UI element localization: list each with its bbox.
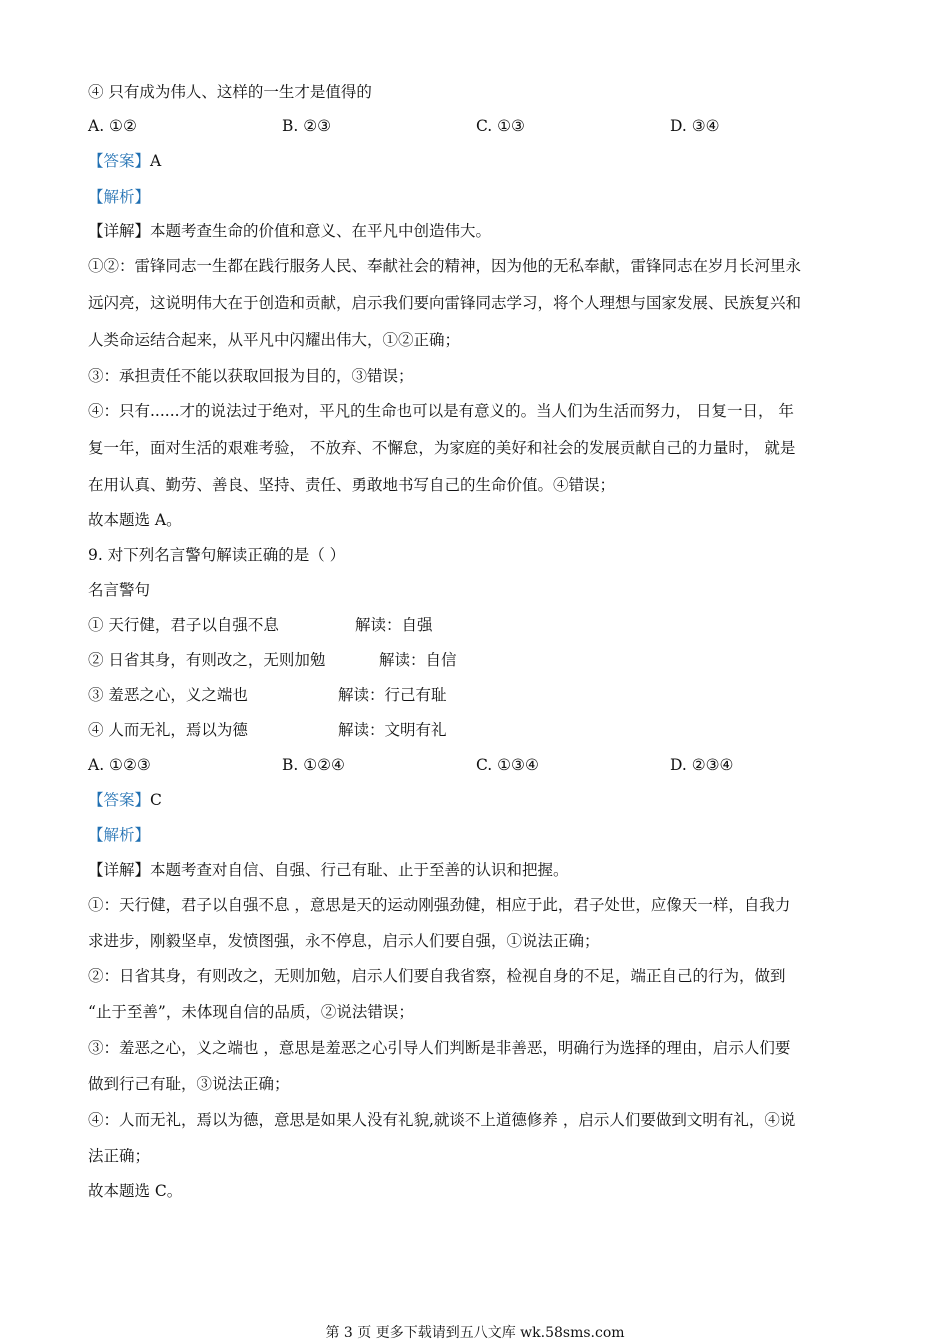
q9-item-4-quote: ④ 人而无礼，焉以为德 xyxy=(88,721,248,739)
q8-para3-line2: 复一年，面对生活的艰难考验， 不放弃、不懈怠，为家庭的美好和社会的发展贡献自己的力量时， 就是 xyxy=(88,439,796,457)
q9-heading: 名言警句 xyxy=(88,581,151,599)
q9-para2-line1: ②：日省其身，有则改之，无则加勉，启示人们要自我省察，检视自身的不足，端正自己的行为，做到 xyxy=(88,967,786,985)
q9-option-b: B. ①②④ xyxy=(282,756,345,774)
q9-para3-line1: ③：羞恶之心，义之端也 ，意思是羞恶之心引导人们判断是非善恶，明确行为选择的理由，启示人们要 xyxy=(88,1039,791,1057)
q9-item-1-quote: ① 天行健，君子以自强不息 xyxy=(88,616,279,634)
q8-option-a: A. ①② xyxy=(88,117,137,135)
q8-option-d: D. ③④ xyxy=(670,117,720,135)
q9-detail-tag: 【详解】 xyxy=(88,861,151,879)
q9-answer-tag: 【答案】 xyxy=(88,791,151,809)
q9-option-a: A. ①②③ xyxy=(88,756,151,774)
q8-answer-tag: 【答案】 xyxy=(88,152,151,170)
q9-detail-text: 本题考查对自信、自强、行己有耻、止于至善的认识和把握。 xyxy=(150,861,569,879)
q8-statement-4: ④ 只有成为伟人、这样的一生才是值得的 xyxy=(88,83,372,101)
q8-para3-line3: 在用认真、勤劳、善良、坚持、责任、勇敢地书写自己的生命价值。④错误； xyxy=(88,476,616,494)
q9-analysis-tag: 【解析】 xyxy=(88,826,151,844)
q9-para3-line2: 做到行己有耻，③说法正确； xyxy=(88,1075,290,1093)
q8-detail-text: 本题考查生命的价值和意义、在平凡中创造伟大。 xyxy=(150,222,492,240)
q9-item-1-interp: 解读：自强 xyxy=(355,616,433,634)
q8-para3-line1: ④：只有......才的说法过于绝对，平凡的生命也可以是有意义的。当人们为生活而努力， 日复一日， 年 xyxy=(88,402,794,420)
q9-item-4 xyxy=(0,720,950,740)
q8-para1-line2: 远闪亮，这说明伟大在于创造和贡献，启示我们要向雷锋同志学习，将个人理想与国家发展、民族复兴和 xyxy=(88,294,802,312)
q9-para1-line1: ①：天行健，君子以自强不息 ，意思是天的运动刚强劲健，相应于此，君子处世，应像天一样，自我力 xyxy=(88,896,791,914)
q9-option-d: D. ②③④ xyxy=(670,756,734,774)
q9-para4-line2: 法正确； xyxy=(88,1147,151,1165)
q9-para4-line1: ④：人而无礼，焉以为德，意思是如果人没有礼貌,就谈不上道德修养 ，启示人们要做到文明有礼，④说 xyxy=(88,1111,796,1129)
q9-item-2-interp: 解读：自信 xyxy=(379,651,457,669)
q9-detail-line xyxy=(88,860,569,880)
q8-para1-line1: ①②：雷锋同志一生都在践行服务人民、奉献社会的精神，因为他的无私奉献，雷锋同志在岁月长河里永 xyxy=(88,257,802,275)
q8-detail-line xyxy=(88,221,491,241)
q9-option-c: C. ①③④ xyxy=(476,756,539,774)
q9-answer-line xyxy=(88,790,162,810)
q9-options-row xyxy=(0,755,950,775)
q9-item-3 xyxy=(0,685,950,705)
q9-answer-value: C xyxy=(150,791,162,809)
q9-item-3-quote: ③ 羞恶之心，义之端也 xyxy=(88,686,248,704)
q8-conclusion: 故本题选 A。 xyxy=(88,511,182,529)
q9-question: 9. 对下列名言警句解读正确的是（ ） xyxy=(88,546,346,564)
q9-item-2-quote: ② 日省其身，有则改之，无则加勉 xyxy=(88,651,326,669)
q8-options-row xyxy=(0,116,950,136)
q8-para1-line3: 人类命运结合起来，从平凡中闪耀出伟大，①②正确； xyxy=(88,331,461,349)
page-footer: 第 3 页 更多下载请到五八文库 wk.58sms.com xyxy=(325,1325,625,1341)
q8-analysis-tag: 【解析】 xyxy=(88,188,151,206)
q8-option-b: B. ②③ xyxy=(282,117,332,135)
q8-para2: ③：承担责任不能以获取回报为目的，③错误； xyxy=(88,367,414,385)
q8-answer-line xyxy=(88,151,161,171)
q9-item-2 xyxy=(0,650,950,670)
q9-para1-line2: 求进步，刚毅坚卓，发愤图强，永不停息，启示人们要自强，①说法正确； xyxy=(88,932,600,950)
q9-conclusion: 故本题选 C。 xyxy=(88,1182,183,1200)
q8-answer-value: A xyxy=(150,152,162,170)
q9-item-1 xyxy=(0,615,950,635)
q9-para2-line2: “止于至善”，未体现自信的品质，②说法错误； xyxy=(88,1003,414,1021)
q9-item-3-interp: 解读：行己有耻 xyxy=(338,686,447,704)
q9-item-4-interp: 解读：文明有礼 xyxy=(338,721,447,739)
q8-option-c: C. ①③ xyxy=(476,117,525,135)
q8-detail-tag: 【详解】 xyxy=(88,222,151,240)
